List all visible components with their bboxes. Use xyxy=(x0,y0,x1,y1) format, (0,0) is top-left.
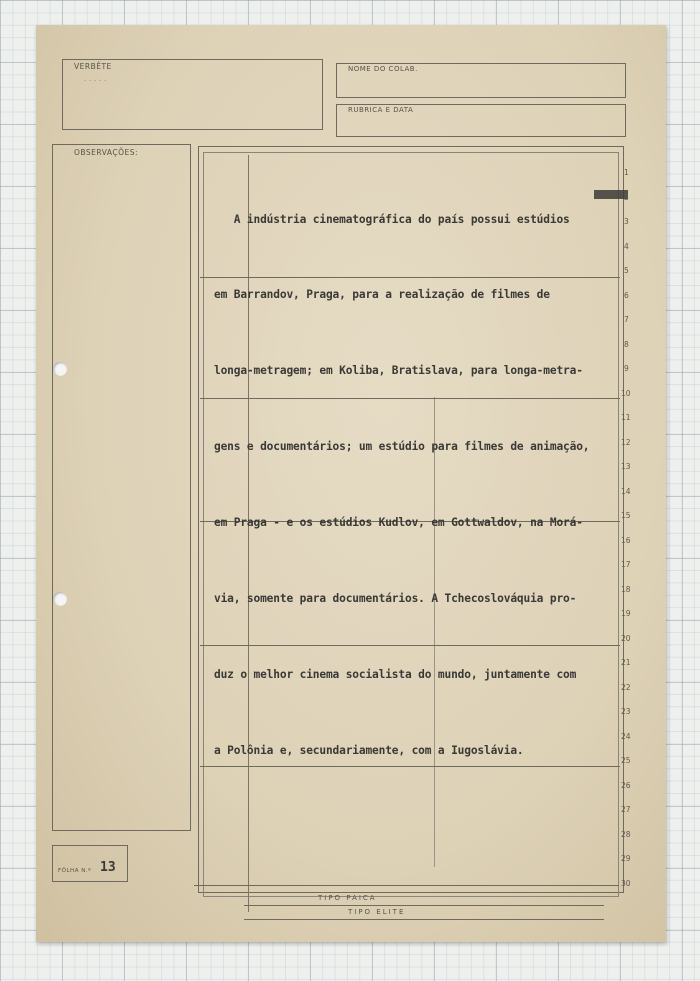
folha-number: 13 xyxy=(100,860,116,875)
nome-colab-label: NOME DO COLAB. xyxy=(348,65,418,73)
line-number: 23 xyxy=(621,707,631,716)
line-number: 25 xyxy=(621,756,631,765)
line-number: 11 xyxy=(621,413,631,422)
folha-box xyxy=(52,845,128,882)
line-number: 29 xyxy=(621,854,631,863)
line-number: 22 xyxy=(621,682,631,692)
line-number: 30 xyxy=(621,878,631,888)
typed-line: longa-metragem; em Koliba, Bratislava, para longa-metra- xyxy=(214,364,583,378)
line-number: 27 xyxy=(621,805,631,814)
line-number: 13 xyxy=(621,462,631,471)
line-number: 15 xyxy=(621,511,631,520)
line-number: 14 xyxy=(621,486,631,496)
typed-line: em Barrandov, Praga, para a realização de filmes de xyxy=(214,288,557,302)
verbete-label: VERBÊTE xyxy=(74,62,112,71)
line-number: 18 xyxy=(621,584,631,594)
typed-text-block xyxy=(214,156,634,788)
typed-line: A indústria cinematográfica do país possui estúdios xyxy=(214,212,570,226)
punch-hole-top xyxy=(53,362,67,376)
line-number: 9 xyxy=(624,364,629,373)
typed-line: via, somente para documentários. A Tchecoslováquia pro- xyxy=(214,592,577,606)
line-number: 4 xyxy=(624,241,629,251)
rubrica-data-label: RUBRICA E DATA xyxy=(348,106,414,114)
tipo-paica-label: TIPO PAICA xyxy=(318,894,377,902)
footer-line-3 xyxy=(244,919,604,920)
typed-line: duz o melhor cinema socialista do mundo, juntamente com xyxy=(214,667,577,681)
strikeout-mark xyxy=(594,190,628,199)
line-number: 5 xyxy=(624,266,629,275)
tipo-elite-label: TIPO ELITE xyxy=(348,908,406,916)
line-number: 24 xyxy=(621,731,631,741)
line-number: 20 xyxy=(621,633,631,643)
footer-line-2 xyxy=(244,905,604,906)
observacoes-label: OBSERVAÇÕES: xyxy=(74,148,139,157)
line-number: 2 xyxy=(624,192,629,202)
line-number: 3 xyxy=(624,217,629,226)
verbete-value: - - - - - xyxy=(84,77,107,84)
line-number: 12 xyxy=(621,437,631,447)
line-number: 17 xyxy=(621,560,631,569)
footer-line-1 xyxy=(194,885,619,886)
line-number: 8 xyxy=(624,339,629,349)
line-number: 6 xyxy=(624,290,629,300)
line-number: 7 xyxy=(624,315,629,324)
line-number: 1 xyxy=(624,168,629,177)
typed-line: em Praga - e os estúdios Kudlov, em Gottwaldov, na Morá- xyxy=(214,516,583,530)
line-number: 10 xyxy=(621,388,631,398)
line-number: 19 xyxy=(621,609,631,618)
line-number: 26 xyxy=(621,780,631,790)
punch-hole-bottom xyxy=(53,592,67,606)
line-number: 28 xyxy=(621,829,631,839)
typed-line: gens e documentários; um estúdio para filmes de animação, xyxy=(214,440,590,454)
observacoes-box xyxy=(52,144,191,831)
typed-line: a Polônia e, secundariamente, com a Iugoslávia. xyxy=(214,743,524,757)
folha-label: FÔLHA N.º xyxy=(58,868,92,874)
line-number: 21 xyxy=(621,658,631,667)
line-number: 16 xyxy=(621,535,631,545)
